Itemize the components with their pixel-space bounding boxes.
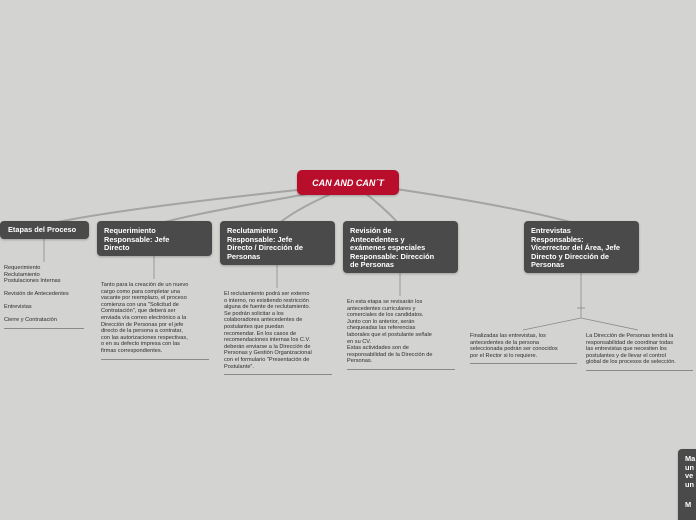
topic-partial-offscreen[interactable] [678,449,696,520]
note-line: Personas. [347,358,373,365]
note-line: La Dirección de Personas tendrá la [586,333,674,339]
note-line: En esta etapa se revisarán los [347,299,423,305]
topic-title-line: Responsable: Jefe [104,234,170,244]
note-line: responsabilidad de la Dirección de [347,351,433,358]
note-line: comerciales de los candidatos. [347,312,424,319]
note-line: Personas y Gestión Organizacional [224,350,312,357]
topic-entrevistas[interactable] [524,221,639,273]
note-line: con las autorizaciones respectivas, [101,334,188,341]
link-central-entrevistas [396,189,581,225]
note-line: alguna de fuente de reclutamiento. [224,304,311,311]
note-line: directo de la persona a contratar, [101,328,183,335]
note-line: antecedentes curriculares y [347,305,416,312]
note-line: deberán enviarse a la Dirección de [224,343,311,350]
note-line: comienza con una "Solicitud de [101,301,179,308]
topic-title-line: Responsable: Dirección [350,251,435,261]
topic-title-line: Personas [531,260,565,270]
note-line: Postulante". [224,363,254,370]
note-entrevistas-rector[interactable] [470,333,577,364]
topic-title-line: Etapas del Proceso [8,225,77,234]
note-line: Se podrán solicitar a los [224,310,284,317]
note-line: recomendar. En los casos de [224,330,297,337]
note-line: Revisión de Antecedentes [4,291,69,298]
note-line: global de los procesos de selección. [586,359,676,366]
note-line: El reclutamiento podrá ser externo [224,291,310,297]
topic-title-line: Reclutamiento [227,226,278,235]
topic-title-line: Responsables: [531,234,584,244]
note-line: responsabilidad de coordinar todas [586,339,674,346]
topic-title-line: Revisión de [350,226,392,235]
note-line: por el Rector si lo requiere. [470,352,538,359]
topic-revision-antecedentes[interactable] [343,221,458,273]
link-entrevistas-branch-right [581,318,638,330]
note-line: Finalizadas las entrevistas, los [470,333,546,339]
note-line: recomendaciones internas los C.V. [224,337,311,344]
note-line: enviada vía correo electrónico a la [101,314,187,321]
central-topic-label: CAN AND CAN´T [312,177,384,188]
note-line: Postulaciones Internas [4,278,61,285]
note-line: o interno, no existiendo restricción [224,297,309,304]
note-line: Cierre y Contratación [4,317,57,324]
note-etapas-del-proceso[interactable] [4,265,84,329]
note-line: laborales que el postulante señale [347,331,432,338]
link-entrevistas-branch-left [523,318,581,330]
topic-title-line: exámenes especiales [350,243,426,253]
topic-title-line: un [685,462,695,472]
topic-title-line: un [685,479,695,489]
note-requerimiento[interactable] [101,282,209,360]
note-revision-antecedentes[interactable] [347,299,455,370]
note-line: cargo como para completar una [101,288,180,295]
note-line: seleccionada podrán ser conocidos [470,346,558,353]
note-line: chequeadas las referencias [347,325,416,332]
topic-requerimiento[interactable] [97,221,212,256]
note-line: Estas actividades son de [347,345,409,352]
note-line: Dirección de Personas por el jefe [101,321,184,328]
topic-title-line: Antecedentes y [350,234,405,244]
note-line: con el formulario "Presentación de [224,356,310,363]
topic-title-line: Personas [227,251,261,261]
topic-title-line: ve [685,471,694,481]
topic-title-line: Entrevistas [531,226,571,235]
note-line: vacante por reemplazo, el proceso [101,295,187,302]
topic-title-line: Vicerrector del Área, Jefe [531,243,621,253]
note-line: Entrevistas [4,304,32,311]
topic-etapas-del-proceso[interactable] [0,221,89,239]
note-entrevistas-coordinacion[interactable] [586,333,693,371]
note-line: o en su defecto impresa con las [101,341,180,348]
note-line: colaboradores antecedentes de [224,317,303,324]
note-line: Requerimiento [4,265,41,271]
note-line: postulantes que puedan [224,323,284,330]
note-line: Junto con lo anterior, serán [347,318,415,325]
note-line: Contratación", que deberá ser [101,308,176,315]
topic-title-line: de Personas [350,260,394,270]
note-line: en su CV. [347,338,372,345]
topic-title-line: Responsable: Jefe [227,234,293,244]
topic-reclutamiento[interactable] [220,221,335,265]
topic-title-line: Ma [685,454,696,463]
topic-title-line: Directo [104,243,130,253]
topic-title-line: M [685,500,692,510]
note-line: las entrevistas que necesiten los [586,346,667,353]
note-reclutamiento[interactable] [224,291,332,375]
central-topic[interactable] [297,170,399,195]
note-line: Tanto para la creación de un nuevo [101,282,189,288]
topic-title-line: Directo y Dirección de [531,251,610,261]
note-line: firmas correspondientes. [101,347,163,354]
note-line: antecedentes de la persona [470,339,540,346]
note-line: postulantes y de llevar el control [586,352,666,359]
note-line: Reclutamiento [4,271,40,278]
topic-title-line: Requerimiento [104,226,156,235]
topic-title-line: Directo / Dirección de [227,243,303,253]
